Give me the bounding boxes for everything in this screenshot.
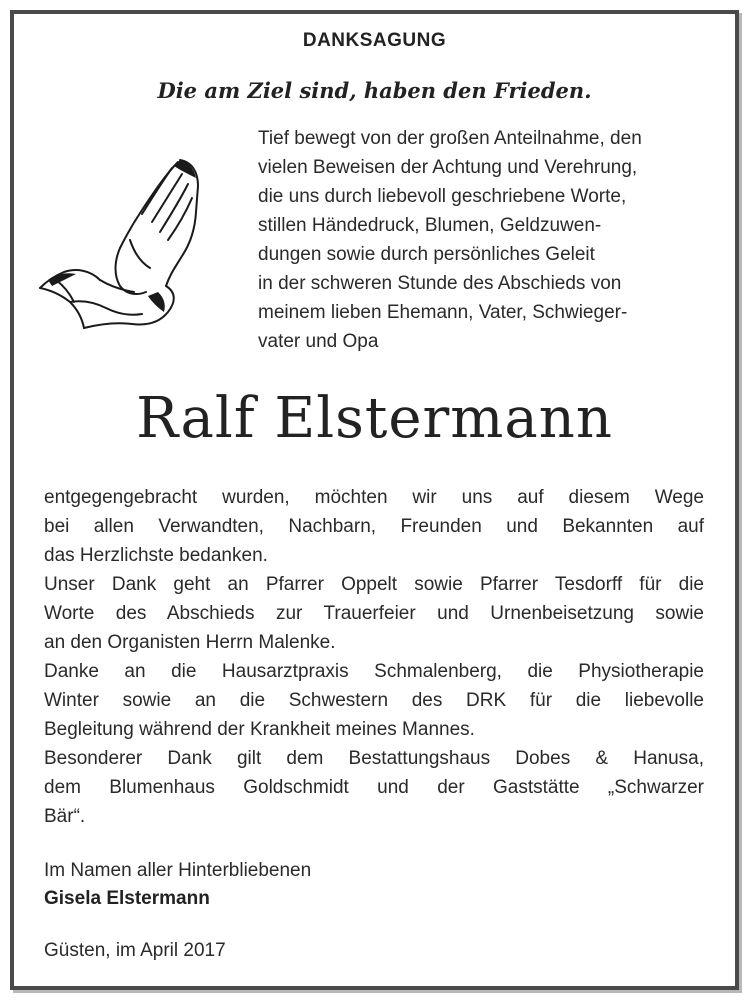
intro-line: meinem lieben Ehemann, Vater, Schwieger- <box>258 302 628 323</box>
body-line: bei allen Verwandten, Nachbarn, Freunden und Bekannten auf <box>44 516 704 537</box>
intro-line: vielen Beweisen der Achtung und Verehrung, <box>258 157 638 178</box>
intro-line: Tief bewegt von der großen Anteilnahme, den <box>258 128 642 149</box>
praying-hands-icon <box>30 152 210 342</box>
body-line: das Herzlichste bedanken. <box>44 545 268 566</box>
body-line: dem Blumenhaus Goldschmidt und der Gaststätte „Schwarzer <box>44 777 704 798</box>
body-paragraph <box>44 483 704 831</box>
body-line: an den Organisten Herrn Malenke. <box>44 632 336 653</box>
intro-paragraph <box>258 124 703 356</box>
signature-intro: Im Namen aller Hinterbliebenen <box>44 860 312 881</box>
body-line: Winter sowie an die Schwestern des DRK für die liebevolle <box>44 690 704 711</box>
body-line: Danke an die Hausarztpraxis Schmalenberg, die Physiotherapie <box>44 661 704 682</box>
place-date: Güsten, im April 2017 <box>44 940 226 961</box>
body-line: entgegengebracht wurden, möchten wir uns auf diesem Wege <box>44 487 704 508</box>
body-line: Besonderer Dank gilt dem Bestattungshaus Dobes & Hanusa, <box>44 748 704 769</box>
body-line: Begleitung während der Krankheit meines Mannes. <box>44 719 475 740</box>
intro-line: stillen Händedruck, Blumen, Geldzuwen- <box>258 215 602 236</box>
notice-heading: DANKSAGUNG <box>302 30 447 51</box>
motto: Die am Ziel sind, haben den Frieden. <box>157 78 592 103</box>
intro-line: die uns durch liebevoll geschriebene Worte, <box>258 186 627 207</box>
body-line: Bär“. <box>44 806 86 827</box>
intro-line: in der schweren Stunde des Abschieds von <box>258 273 622 294</box>
signature-name: Gisela Elstermann <box>44 888 210 909</box>
intro-line: dungen sowie durch persönliches Geleit <box>258 244 595 265</box>
intro-line: vater und Opa <box>258 331 379 352</box>
deceased-name: Ralf Elstermann <box>136 386 613 451</box>
body-line: Unser Dank geht an Pfarrer Oppelt sowie Pfarrer Tesdorff für die <box>44 574 704 595</box>
body-line: Worte des Abschieds zur Trauerfeier und Urnenbeisetzung sowie <box>44 603 704 624</box>
